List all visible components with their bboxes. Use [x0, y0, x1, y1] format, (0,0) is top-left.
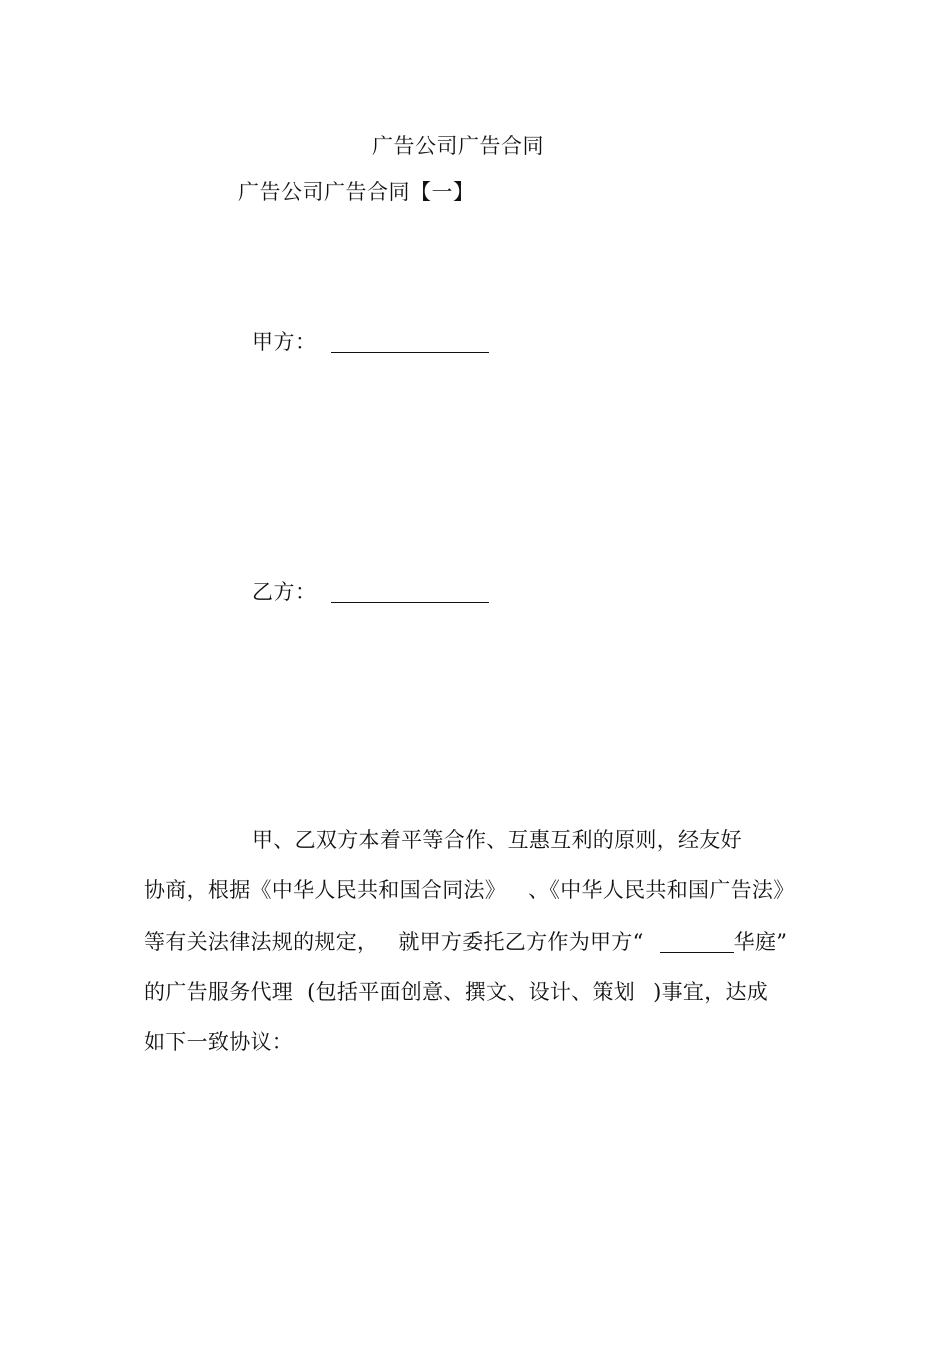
- party-a-line: [252, 328, 489, 356]
- body-line-1: 甲、乙双方本着平等合作、互惠互利的原则，经友好: [252, 828, 742, 852]
- party-a-blank: [331, 351, 489, 353]
- body-line-3-part-a: 等有关法律法规的规定，: [144, 930, 379, 954]
- body-line-4-part-a: 的广告服务代理: [144, 980, 294, 1004]
- party-a-label: 甲方：: [252, 330, 317, 354]
- body-line-5: 如下一致协议：: [144, 1030, 294, 1054]
- body-line-3-part-b: 就甲方委托乙方作为甲方“: [398, 930, 644, 954]
- document-subtitle: 广告公司广告合同【一】: [238, 180, 475, 204]
- body-line-4-part-b: (包括平面创意、撰文、设计、策划: [307, 980, 636, 1004]
- body-line-4: [144, 978, 768, 1006]
- body-line-2-part-a: 协商，根据《中华人民共和国合同法》: [144, 878, 507, 902]
- party-b-label: 乙方：: [252, 580, 317, 604]
- party-b-line: [252, 578, 489, 606]
- body-line-3-part-c: 华庭”: [733, 930, 788, 954]
- body-line-3: [144, 928, 787, 956]
- body-line-2-part-b: 、《中华人民共和国广告法》: [528, 878, 795, 902]
- body-line-4-part-c: )事宜，达成: [653, 980, 769, 1004]
- estate-name-blank: [660, 951, 734, 953]
- party-b-blank: [331, 601, 489, 603]
- document-title: 广告公司广告合同: [372, 134, 544, 158]
- body-line-2: [144, 876, 795, 904]
